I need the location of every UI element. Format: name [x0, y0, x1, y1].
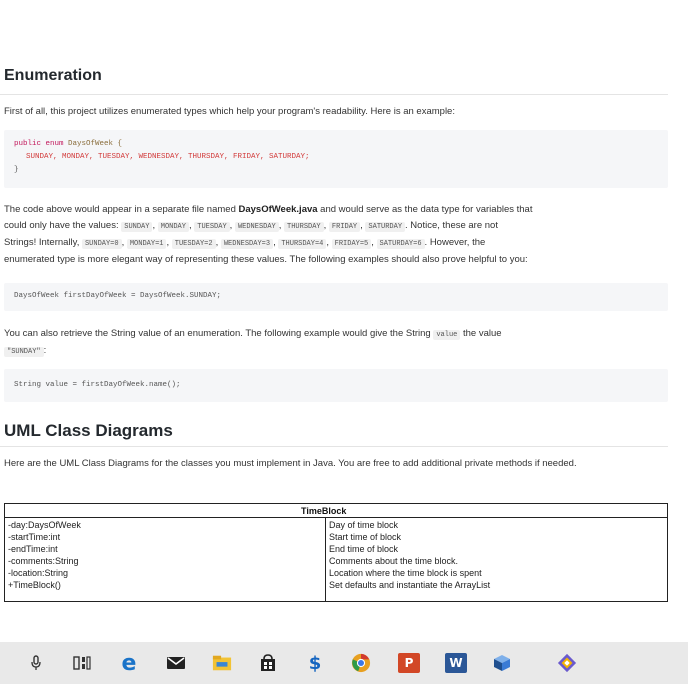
uml-member: +TimeBlock()	[8, 580, 61, 590]
inline-code-day: SATURDAY	[365, 222, 405, 232]
chrome-icon[interactable]	[351, 653, 371, 673]
task-view-icon[interactable]	[72, 653, 92, 673]
inline-code-day: FRIDAY	[329, 222, 360, 232]
word-icon[interactable]: W	[445, 653, 467, 673]
code-block-declaration	[4, 283, 668, 311]
enumeration-explanation: The code above would appear in a separate file named DaysOfWeek.java and would serve as the data type for variables that could only have the values: SUNDAY , MONDAY , TUESDAY , WEDNESDAY , THURSDAY , FRIDAY , SATURDAY . Notice, these are not Strings! Internally, SUNDAY=0 , MONDAY=1 , TUESDAY=2 , WEDNESDAY=3 , THURSDAY=4 , FRIDAY=5 , SATURDAY=6 . However, the enumerated type is more elegant way of representing these values. The following examples should also prove helpful to you:	[4, 204, 533, 265]
code-line-1: public enum DaysOfWeek {	[14, 140, 123, 148]
inline-code-internal: SUNDAY=0	[82, 239, 122, 249]
code-block-enum	[4, 130, 668, 188]
uml-heading: UML Class Diagrams	[4, 421, 173, 440]
code-line-2: SUNDAY, MONDAY, TUESDAY, WEDNESDAY, THURSDAY, FRIDAY, SATURDAY;	[26, 153, 310, 161]
box-icon[interactable]	[492, 653, 512, 673]
powerpoint-icon[interactable]: P	[398, 653, 420, 673]
microphone-icon[interactable]	[26, 653, 46, 673]
inline-code-internal: THURSDAY=4	[278, 239, 326, 249]
dollar-icon[interactable]: $	[308, 652, 322, 674]
enumeration-intro: First of all, this project utilizes enumerated types which help your program's readability. Here is an example:	[4, 106, 455, 117]
uml-member: -endTime:int	[8, 544, 58, 554]
uml-member: -startTime:int	[8, 532, 61, 542]
uml-member: -day:DaysOfWeek	[8, 520, 81, 530]
inline-code-internal: MONDAY=1	[127, 239, 167, 249]
inline-code-internal: SATURDAY=6	[377, 239, 425, 249]
uml-description: Location where the time block is spent	[329, 568, 482, 578]
file-name: DaysOfWeek.java	[238, 204, 318, 215]
uml-class-name: TimeBlock	[301, 506, 347, 516]
inline-code-day: WEDNESDAY	[235, 222, 279, 232]
taskbar	[0, 642, 688, 684]
code-block-name	[4, 369, 668, 402]
edge-icon[interactable]: e	[121, 650, 137, 676]
inline-code-day: SUNDAY	[121, 222, 152, 232]
inline-code-day: MONDAY	[158, 222, 189, 232]
inline-code-value: value	[433, 330, 460, 340]
inline-code-day: TUESDAY	[194, 222, 229, 232]
uml-description: Day of time block	[329, 520, 399, 530]
uml-heading-divider	[0, 446, 668, 447]
explorer-icon[interactable]	[212, 653, 232, 673]
uml-intro: Here are the UML Class Diagrams for the classes you must implement in Java. You are free to add additional private methods if needed.	[4, 458, 577, 469]
code-name-line: String value = firstDayOfWeek.name();	[14, 381, 181, 389]
app-icon[interactable]	[557, 653, 577, 673]
uml-description: End time of block	[329, 544, 399, 554]
mail-icon[interactable]	[166, 653, 186, 673]
inline-code-sunday: "SUNDAY"	[4, 347, 44, 357]
store-icon[interactable]	[258, 653, 278, 673]
uml-description: Set defaults and instantiate the ArrayList	[329, 580, 491, 590]
uml-description: Comments about the time block.	[329, 556, 459, 566]
uml-member: -comments:String	[8, 556, 79, 566]
code-declaration-line: DaysOfWeek firstDayOfWeek = DaysOfWeek.SUNDAY;	[14, 292, 222, 300]
enumeration-string-value: You can also retrieve the String value of an enumeration. The following example would give the String value the value "SUNDAY" :	[4, 328, 502, 356]
code-line-3: }	[14, 166, 19, 174]
uml-description: Start time of block	[329, 532, 402, 542]
inline-code-internal: TUESDAY=2	[172, 239, 216, 249]
uml-member: -location:String	[8, 568, 69, 578]
uml-class-table	[4, 503, 668, 602]
enumeration-heading: Enumeration	[4, 67, 102, 84]
inline-code-day: THURSDAY	[284, 222, 324, 232]
inline-code-internal: WEDNESDAY=3	[221, 239, 273, 249]
inline-code-internal: FRIDAY=5	[332, 239, 372, 249]
heading-divider	[0, 94, 668, 95]
